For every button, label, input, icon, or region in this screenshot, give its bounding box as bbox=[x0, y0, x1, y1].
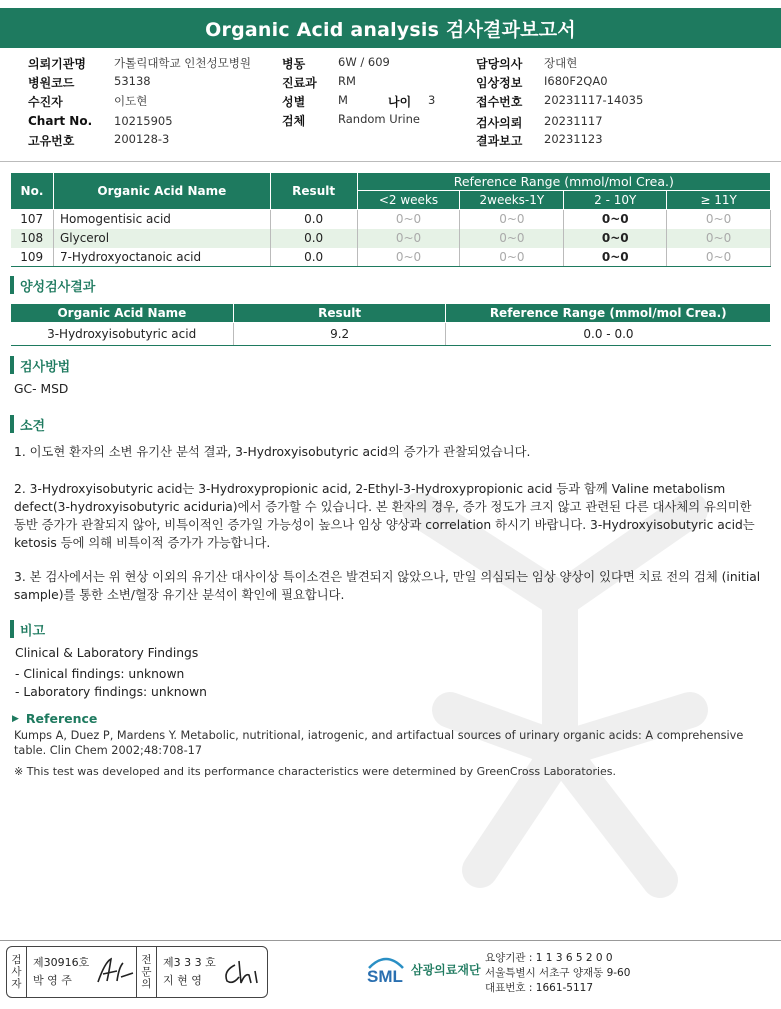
sml-logo-icon bbox=[365, 952, 407, 986]
row-ref-1: 0~0 bbox=[357, 210, 460, 229]
specimen: Random Urine bbox=[338, 112, 420, 126]
remarks-heading bbox=[10, 619, 45, 639]
physician: 장대현 bbox=[544, 56, 578, 70]
info-item bbox=[28, 55, 86, 73]
report-title: Organic Acid analysis 검사결과보고서 bbox=[205, 18, 576, 41]
row-result: 0.0 bbox=[270, 229, 357, 248]
request-date: 20231117 bbox=[544, 114, 603, 128]
info-label: 임상정보 bbox=[476, 76, 523, 90]
col-header-name: Organic Acid Name bbox=[53, 173, 270, 210]
row-name: 7-Hydroxyoctanoic acid bbox=[53, 248, 270, 267]
footer-divider bbox=[0, 940, 781, 941]
opinion-heading bbox=[10, 414, 45, 434]
table-row bbox=[11, 323, 771, 346]
section-title: Reference bbox=[25, 711, 98, 726]
hospital-code: 53138 bbox=[114, 74, 151, 88]
method-text: GC- MSD bbox=[14, 382, 69, 396]
section-marker bbox=[10, 356, 14, 374]
row-ref-3: 0~0 bbox=[564, 210, 667, 229]
tester-cell bbox=[27, 947, 137, 997]
age: 3 bbox=[428, 93, 436, 107]
info-label: 결과보고 bbox=[476, 134, 523, 148]
col-header-result: Result bbox=[270, 173, 357, 210]
row-result: 0.0 bbox=[270, 248, 357, 267]
col-header-result: Result bbox=[233, 304, 446, 323]
info-label: 의뢰기관명 bbox=[28, 57, 86, 71]
info-label: 진료과 bbox=[282, 76, 317, 90]
org-code: 요양기관 : 1 1 3 6 5 2 0 0 bbox=[485, 952, 613, 964]
vertical-char: 사 bbox=[11, 966, 22, 978]
doctor-signature bbox=[221, 959, 261, 987]
table-row bbox=[11, 210, 771, 229]
row-ref-1: 0~0 bbox=[357, 229, 460, 248]
section-marker bbox=[10, 415, 14, 433]
sml-logo-text: SML bbox=[367, 967, 403, 986]
info-label: 검사의뢰 bbox=[476, 116, 523, 130]
section-title: 검사방법 bbox=[20, 359, 71, 375]
chart-no: 10215905 bbox=[114, 114, 173, 128]
info-label: 병동 bbox=[282, 57, 306, 71]
opinion-paragraph-1: 1. 이도현 환자의 소변 유기산 분석 결과, 3-Hydroxyisobutyric acid의 증가가 관찰되었습니다. bbox=[14, 445, 531, 459]
info-label: 성별 bbox=[282, 95, 306, 109]
col-header-reference: Reference Range (mmol/mol Crea.) bbox=[446, 304, 771, 323]
info-label: 수진자 bbox=[28, 95, 63, 109]
opinion-paragraph-2: 2. 3-Hydroxyisobutyric acid는 3-Hydroxypropionic acid, 2-Ethyl-3-Hydroxypropionic acid 등과 함께 Valine metabolism defect(3-hydroxyisobutyric aciduria)에서 증가할 수 있습니다. 본 환자의 경우, 증가 정도가 크지 않고 관련된 다른 대사체의 유의미한 동반 증가가 관찰되지 않아, 비특이적인 증가일 가능성이 높으나 임상 양상과 correlation 하시기 바랍니다. 3-Hydroxyisobutyric acid는 ketosis 등에 의해 비특이적 증가가 가능합니다. bbox=[14, 482, 755, 550]
info-label: 담당의사 bbox=[476, 57, 523, 71]
triangle-icon: ▶ bbox=[12, 713, 19, 724]
info-label: 검체 bbox=[282, 114, 306, 128]
row-ref-4: 0~0 bbox=[667, 248, 771, 267]
receipt-no: 20231117-14035 bbox=[544, 93, 644, 107]
vertical-char: 전 bbox=[141, 954, 152, 966]
signature-box bbox=[6, 946, 268, 998]
row-ref-3: 0~0 bbox=[564, 229, 667, 248]
info-label: 병원코드 bbox=[28, 76, 75, 90]
row-no: 107 bbox=[11, 210, 54, 229]
org-info bbox=[485, 951, 630, 996]
remarks-line: - Clinical findings: unknown bbox=[15, 667, 185, 681]
table-row bbox=[11, 229, 771, 248]
row-result: 9.2 bbox=[233, 323, 446, 346]
section-marker bbox=[10, 276, 14, 294]
vertical-char: 검 bbox=[11, 954, 22, 966]
row-ref-2: 0~0 bbox=[460, 248, 564, 267]
row-ref-1: 0~0 bbox=[357, 248, 460, 267]
table-row bbox=[11, 248, 771, 267]
info-label: 접수번호 bbox=[476, 95, 523, 109]
remarks-line: - Laboratory findings: unknown bbox=[15, 685, 207, 699]
report-title-bar bbox=[0, 8, 781, 48]
patient-name: 이도현 bbox=[114, 94, 148, 108]
row-ref-4: 0~0 bbox=[667, 229, 771, 248]
org-address: 서울특별시 서초구 양재동 9-60 bbox=[485, 967, 631, 979]
col-header-ref-2: 2weeks-1Y bbox=[460, 191, 564, 210]
row-result: 0.0 bbox=[270, 210, 357, 229]
section-title: 비고 bbox=[20, 623, 46, 639]
divider bbox=[0, 161, 781, 162]
clinical-info: I680F2QA0 bbox=[544, 74, 608, 88]
row-ref-2: 0~0 bbox=[460, 229, 564, 248]
positive-results-table bbox=[10, 303, 771, 346]
row-name: Homogentisic acid bbox=[53, 210, 270, 229]
row-no: 108 bbox=[11, 229, 54, 248]
row-ref-2: 0~0 bbox=[460, 210, 564, 229]
method-heading bbox=[10, 355, 70, 375]
tester-vertical-label bbox=[7, 947, 27, 997]
info-label: Chart No. bbox=[28, 114, 93, 128]
sml-logo bbox=[365, 952, 481, 986]
info-label: 나이 bbox=[388, 95, 412, 109]
row-name: 3-Hydroxyisobutyric acid bbox=[11, 323, 234, 346]
section-marker bbox=[10, 620, 14, 638]
sex: M bbox=[338, 93, 348, 107]
org-phone: 대표번호 : 1661-5117 bbox=[485, 982, 594, 994]
doctor-license-no: 제3 3 3 호 bbox=[163, 956, 216, 969]
tester-signature bbox=[95, 957, 135, 987]
doctor-vertical-label bbox=[137, 947, 157, 997]
col-header-name: Organic Acid Name bbox=[11, 304, 234, 323]
tester-name: 박 영 주 bbox=[33, 974, 72, 987]
col-header-reference: Reference Range (mmol/mol Crea.) bbox=[357, 173, 770, 191]
report-date: 20231123 bbox=[544, 132, 603, 146]
ward: 6W / 609 bbox=[338, 55, 390, 69]
col-header-ref-1: <2 weeks bbox=[357, 191, 460, 210]
row-ref: 0.0 - 0.0 bbox=[446, 323, 771, 346]
org-name: 삼광의료재단 bbox=[411, 962, 481, 977]
section-title: 소견 bbox=[20, 418, 46, 434]
reference-heading bbox=[12, 711, 97, 726]
remarks-line: Clinical & Laboratory Findings bbox=[15, 646, 199, 660]
row-ref-3: 0~0 bbox=[564, 248, 667, 267]
vertical-char: 문 bbox=[141, 966, 152, 978]
row-name: Glycerol bbox=[53, 229, 270, 248]
organic-acid-table bbox=[10, 172, 771, 267]
row-ref-4: 0~0 bbox=[667, 210, 771, 229]
info-value bbox=[114, 55, 251, 73]
doctor-name: 지 현 영 bbox=[163, 974, 202, 987]
reference-text: Kumps A, Duez P, Mardens Y. Metabolic, nutritional, iatrogenic, and artifactual sources of urinary organic acids: A comprehensive table. Clin Chem 2002;48:708-17 bbox=[14, 729, 744, 757]
vertical-char: 의 bbox=[141, 978, 152, 990]
doctor-cell bbox=[157, 947, 267, 997]
col-header-no: No. bbox=[11, 173, 54, 210]
unique-no: 200128-3 bbox=[114, 132, 170, 146]
row-no: 109 bbox=[11, 248, 54, 267]
tester-license-no: 제30916호 bbox=[33, 956, 90, 969]
department: RM bbox=[338, 74, 356, 88]
hospital-name: 가톨릭대학교 인천성모병원 bbox=[114, 56, 251, 70]
col-header-ref-4: ≥ 11Y bbox=[667, 191, 771, 210]
reference-note: ※ This test was developed and its performance characteristics were determined by GreenCross Laboratories. bbox=[14, 765, 617, 778]
section-title: 양성검사결과 bbox=[20, 279, 96, 295]
info-label: 고유번호 bbox=[28, 134, 75, 148]
col-header-ref-3: 2 - 10Y bbox=[564, 191, 667, 210]
opinion-paragraph-3: 3. 본 검사에서는 위 현상 이외의 유기산 대사이상 특이소견은 발견되지 않았으나, 만일 의심되는 임상 양상이 있다면 치료 전의 검체 (initial sample)를 통한 소변/혈장 유기산 분석이 확인에 필요합니다. bbox=[14, 570, 761, 602]
positive-results-heading bbox=[10, 275, 95, 295]
vertical-char: 자 bbox=[11, 978, 22, 990]
